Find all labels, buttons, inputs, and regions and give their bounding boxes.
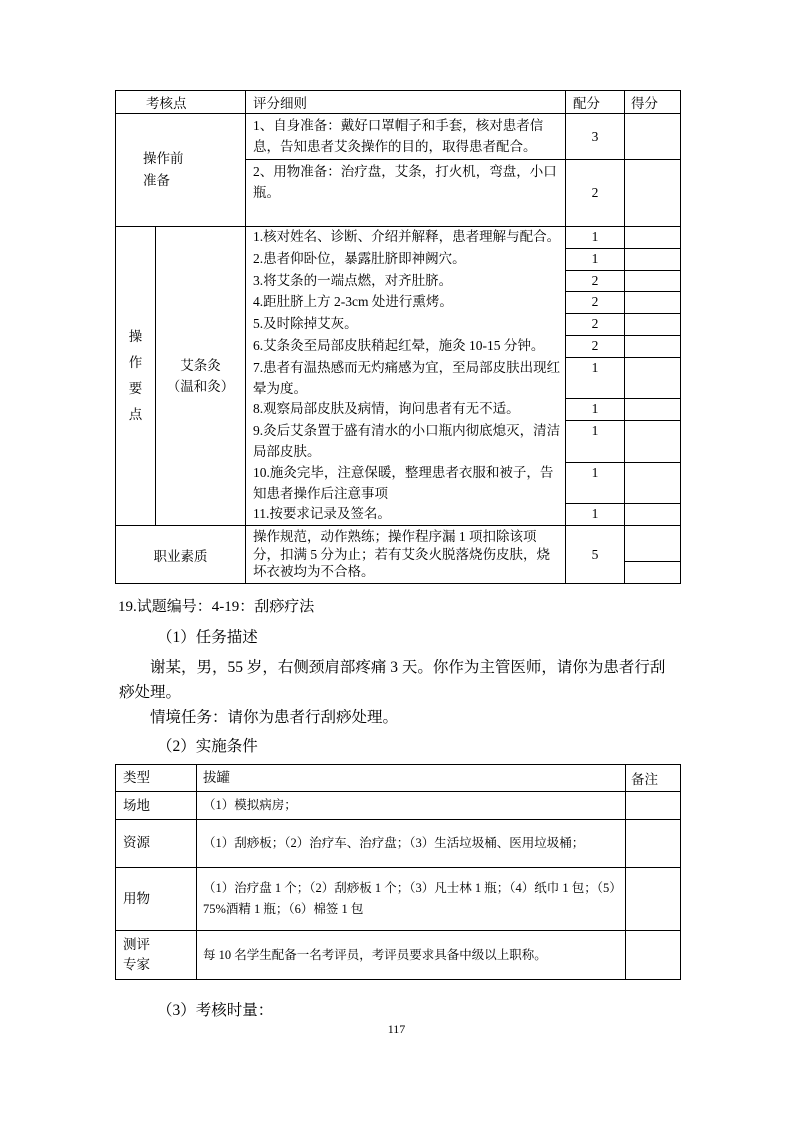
- rubric-item-text: 11.按要求记录及签名。: [246, 504, 566, 525]
- row-content-cell: 每 10 名学生配备一名考评员，考评员要求具备中级以上职称。: [197, 931, 626, 979]
- rubric-item-text: 1.核对姓名、诊断、介绍并解释，患者理解与配合。: [246, 227, 566, 249]
- section-label-preparation: [116, 114, 246, 226]
- row-content-cell: （1）治疗盘 1 个；（2）刮痧板 1 个；（3）凡士林 1 瓶；（4）纸巾 1 包；（5）75%酒精 1 瓶；（6）棉签 1 包: [197, 868, 626, 930]
- allocated-score-cell: 1: [566, 463, 625, 505]
- rubric-item-text: 1、自身准备：戴好口罩帽子和手套，核对患者信息，告知患者艾灸操作的目的，取得患者配合。: [246, 114, 566, 159]
- task-description-paragraph: 谢某，男，55 岁，右侧颈肩部疼痛 3 天。你作为主管医师，请你为患者行刮痧处理。: [119, 658, 666, 701]
- allocated-score-cell: 1: [566, 249, 625, 271]
- rubric-item-text: 4.距肚脐上方 2-3cm 处进行熏烤。: [246, 292, 566, 314]
- implementation-conditions-heading: （2）实施条件: [157, 737, 258, 755]
- obtained-score-cell: [625, 314, 680, 336]
- section-preparation: [116, 114, 680, 227]
- allocated-score-cell: 1: [566, 421, 625, 463]
- table2-row-resources: [116, 820, 680, 868]
- operation-points-rows: [246, 227, 680, 525]
- row-type-cell: [116, 820, 197, 867]
- rubric-row: [246, 399, 680, 421]
- rubric-item-text: 7.患者有温热感而无灼痛感为宜，至局部皮肤出现红晕为度。: [246, 358, 566, 400]
- rubric-item-text: 5.及时除掉艾灰。: [246, 314, 566, 336]
- obtained-score-cell: [625, 463, 680, 505]
- header-type: [116, 765, 197, 792]
- vertical-label-text: 操作要点: [128, 329, 143, 423]
- rubric-row: [246, 358, 680, 400]
- rubric-row: [246, 249, 680, 271]
- rubric-row: [246, 314, 680, 336]
- header-assessment-point: 考核点: [116, 91, 246, 113]
- rubric-row: [246, 336, 680, 358]
- conditions-table: [115, 764, 681, 980]
- obtained-score-cell: [625, 249, 680, 271]
- allocated-score-cell: 1: [566, 358, 625, 400]
- allocated-score-cell: 2: [566, 160, 625, 226]
- obtained-score-cell: [625, 292, 680, 314]
- row-note-cell: [626, 820, 680, 867]
- section-preparation-rows: [246, 114, 680, 226]
- rubric-row: [246, 292, 680, 314]
- header-obtained-score: 得分: [631, 96, 658, 111]
- rubric-item-text: 2.患者仰卧位，暴露肚脐即神阙穴。: [246, 249, 566, 271]
- obtained-score-subcell: [625, 562, 680, 583]
- obtained-score-cell: [625, 114, 680, 159]
- obtained-score-cell: [625, 227, 680, 249]
- table1-header-row: [116, 91, 680, 114]
- allocated-score-cell: 1: [566, 399, 625, 421]
- row-type-text: 测评专家: [123, 936, 150, 972]
- document-content: [115, 90, 681, 1020]
- obtained-score-cell: [625, 336, 680, 358]
- section-operation-points: [116, 227, 680, 526]
- row-type-text: 用物: [123, 890, 150, 906]
- rubric-row: [246, 271, 680, 293]
- allocated-score-cell: 2: [566, 336, 625, 358]
- rubric-item-text: 操作规范，动作熟练；操作程序漏 1 项扣除该项分，扣满 5 分为止；若有艾灸火脱落烧伤皮肤，烧坏衣被均为不合格。: [246, 526, 566, 583]
- row-note-cell: [626, 931, 680, 979]
- obtained-score-cell: [625, 421, 680, 463]
- row-type-text: 资源: [123, 835, 150, 851]
- sub-label-line1: 艾条灸: [180, 358, 221, 374]
- allocated-score-cell: 2: [566, 292, 625, 314]
- table2-row-evaluators: [116, 931, 680, 979]
- assessment-rubric-table: [115, 90, 681, 584]
- row-content-cell: （1）刮痧板；（2）治疗车、治疗盘；（3）生活垃圾桶、医用垃圾桶；: [197, 820, 626, 867]
- row-type-cell: [116, 792, 197, 819]
- rubric-item-text: 9.灸后艾条置于盛有清水的小口瓶内彻底熄灭，清洁局部皮肤。: [246, 421, 566, 463]
- table2-header-row: [116, 765, 680, 793]
- header-type-text: 类型: [123, 770, 150, 786]
- task-description-heading: （1）任务描述: [157, 628, 258, 646]
- header-content: 拔罐: [197, 765, 626, 792]
- rubric-item-text: 3.将艾条的一端点燃，对齐肚脐。: [246, 271, 566, 293]
- header-allocated-score: 配分: [566, 91, 625, 113]
- rubric-row: [246, 504, 680, 525]
- section-label-professionalism: 职业素质: [116, 526, 246, 583]
- rubric-row: [246, 421, 680, 463]
- rubric-item-text: 6.艾条灸至局部皮肤稍起红晕，施灸 10-15 分钟。: [246, 336, 566, 358]
- situation-task-paragraph: 情境任务：请你为患者行刮痧处理。: [150, 708, 399, 726]
- rubric-row: [246, 463, 680, 505]
- row-type-cell: [116, 931, 197, 979]
- row-note-cell: [626, 792, 680, 819]
- section-label-operation-points: [116, 227, 156, 525]
- allocated-score-cell: 3: [566, 114, 625, 159]
- table2-row-site: [116, 792, 680, 820]
- obtained-score-cell: [625, 271, 680, 293]
- allocated-score-cell: 2: [566, 314, 625, 336]
- allocated-score-cell: 2: [566, 271, 625, 293]
- row-content-cell: （1）模拟病房；: [197, 792, 626, 819]
- page-number: 117: [387, 1022, 406, 1036]
- row-type-cell: [116, 868, 197, 930]
- rubric-item-text: 10.施灸完毕，注意保暖，整理患者衣服和被子，告知患者操作后注意事项: [246, 463, 566, 505]
- rubric-row: [246, 114, 680, 160]
- obtained-score-cell: [625, 358, 680, 400]
- obtained-score-cell: [625, 526, 680, 583]
- question-19-heading: 19.试题编号：4-19：刮痧疗法: [118, 598, 315, 615]
- obtained-score-cell: [625, 399, 680, 421]
- section-label-text: 操作前准备: [143, 151, 184, 188]
- allocated-score-cell: 1: [566, 227, 625, 249]
- header-scoring-rules: 评分细则: [246, 91, 566, 113]
- allocated-score-cell: 1: [566, 504, 625, 525]
- assessment-time-heading: （3）考核时量：: [157, 1001, 274, 1019]
- sub-label-moxibustion: [156, 227, 246, 525]
- obtained-score-subcell: [625, 526, 680, 562]
- rubric-row: [246, 227, 680, 249]
- section-professionalism: [116, 526, 680, 583]
- header-note: 备注: [631, 772, 658, 788]
- rubric-item-text: 8.观察局部皮肤及病情，询问患者有无不适。: [246, 399, 566, 421]
- table2-row-supplies: [116, 868, 680, 931]
- obtained-score-cell: [625, 504, 680, 525]
- row-type-text: 场地: [123, 797, 150, 813]
- sub-label-line2: （温和灸）: [166, 379, 235, 395]
- rubric-row: [246, 160, 680, 226]
- allocated-score-cell: 5: [566, 526, 625, 583]
- rubric-item-text: 2、用物准备：治疗盘，艾条，打火机，弯盘，小口瓶。: [246, 160, 566, 226]
- obtained-score-cell: [625, 160, 680, 226]
- row-note-cell: [626, 868, 680, 930]
